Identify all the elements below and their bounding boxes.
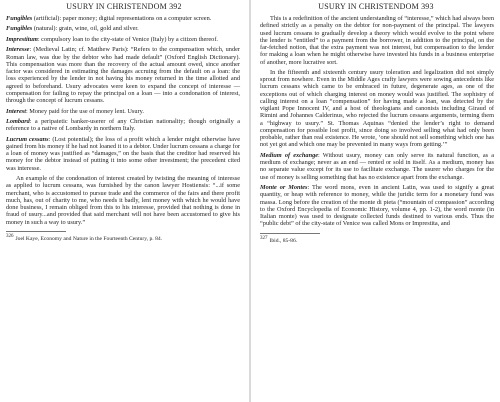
left-page-body <box>0 15 248 242</box>
left-running-header: USURY IN CHRISTENDOM 392 <box>66 2 182 11</box>
right-intro-paragraph: This is a redefinition of the ancient understanding of “interesse,” which had always been defined strictly as a penalty on the debtor for non-payment of the principal. The lawyers used lucrum cessans to gradually develop a theory which would evolve to the point where the lender is “entitled” to a payment from the borrower, in addition to the principal, on the far-fetched notion, that the extra payment was not interest, but compensation to the lender for making a loan when he might otherwise have invested his funds in a business enterprise of another, more lucrative sort. <box>260 15 494 66</box>
glossary-entry-interest: Interest: Money paid for the use of money lent. Usury. <box>6 107 144 115</box>
right-footnote: 327 Ibid., 85-86. <box>260 235 298 244</box>
left-footnote: 326 Joel Kaye, Economy and Nature in the Fourteenth Century, p. 84. <box>6 233 163 242</box>
glossary-entry-fungibles-natural: Fungibles (natural): grain, wine, oil, gold and silver. <box>6 25 139 33</box>
glossary-entry-fungibles-artificial: Fungibles (artificial): paper money; digital representations on a computer screen. <box>6 15 212 22</box>
glossary-entry-lucrum-cessans: Lucrum cessans: (Lost potential); the loss of a profit which a lender might otherwise have gained from his money if he had not loaned it to a debtor. Under lucrum cessans a charge for a loan of money was justified as “damages,” on the basis that the creditor had reserved his money for the debtor instead of putting it into some other investment; the precedent cited was interesse. <box>6 135 240 172</box>
footnote-rule <box>260 233 320 234</box>
left-continuation-paragraph: An example of the condonation of interest created by twisting the meaning of interesse as applied to lucrum cessans, was furnished by the canon lawyer Hostiensis: “...if some merchant, who is accustomed to pursue trade and the commerce of the fairs and there profit much, has, out of charity to me, who needs it badly, lent money with which he would have done business, I remain obliged from this to his interesse, provided that nothing is done in fraud of usury...and provided that said merchant will not have been accustomed to give his money in such a way to usury.” <box>6 175 240 226</box>
right-running-header: USURY IN CHRISTENDOM 393 <box>318 2 434 11</box>
glossary-entry-monte: Monte or Montes: The word mons, even in ancient Latin, was used to signify a great quantity, or heap with reference to money, while the juridic term for a monetary fund was massa. Long before the creation of the monte di pieta (“mountain of compassion” according to the Oxford Encyclopedia of Economic History, volume 4, pp. 1-2), the word monte (in Italian monte) was used to designate collected funds destined to various ends. Thus the “public debt” of the city-state of Venice was called Mons or Imprestita, and <box>260 184 494 228</box>
glossary-entry-interesse: Interesse: (Medieval Latin; cf. Matthew Paris): “Refers to the compensation which, under Roman law, was due by the debtor who had made default” (Oxford English Dictionary). This compensation was more than the recovery of the actual amount owed, since another factor was considered in estimating the damages accruing from the default on a loan: the loss experienced by the lender in not having his money returned in the time allotted and agreed to beforehand. Usury advocates were keen to expand the concept of interesse — compensation for failing to repay the principal on a loan — into a condonation of interest, through the concept of lucrum cessans. <box>6 46 240 105</box>
footnote-rule <box>6 231 66 232</box>
left-page <box>0 0 248 402</box>
glossary-entry-medium-of-exchange: Medium of exchange: Without usury, money can only serve its natural function, as a medium of exchange; never as an end — rented or sold in itself. As a medium, money has no separate value except for its use to facilitate exchange. The usurer who charges for the use of money is selling something that has no existence apart from the exchange. <box>260 151 494 181</box>
glossary-entry-lombard: Lombard: a peripatetic banker-userer of any Christian nationality; though originally a reference to a native of Lombardy in northern Italy. <box>6 117 240 133</box>
right-page <box>252 0 500 402</box>
right-second-paragraph: In the fifteenth and sixteenth century usury toleration and legalization did not simply sprout from nowhere. Even in the Middle Ages crafty lawyers were sowing antecedents like lucrum cessans which came to be embraced in future, degenerate ages, as one of the exceptions out of which charging interest on money would was justified. The sophistry of calling interest on a loan “compensation” for having made a loan, was detected by the vigilant Pope Innocent IV, and a host of theologians and canonists including Giraud of Rimini and Johannes Calderinus, who rejected the lucrum cessans arguments, terming them a “highway to usury.” St. Thomas Aquinas “denied the lender’s right to demand compensation for possible lost profit, since doing so involved selling what had only been probable, rather than real existence. He wrote, ‘one should not sell something which one has not yet got and which one may be prevented in many ways from getting.’” <box>260 68 494 149</box>
right-page-body <box>252 15 500 244</box>
page-gutter <box>249 0 251 402</box>
glossary-entry-imprestitum: Imprestitum: compulsory loan to the city-state of Venice (Italy) by a citizen thereof. <box>6 35 218 43</box>
